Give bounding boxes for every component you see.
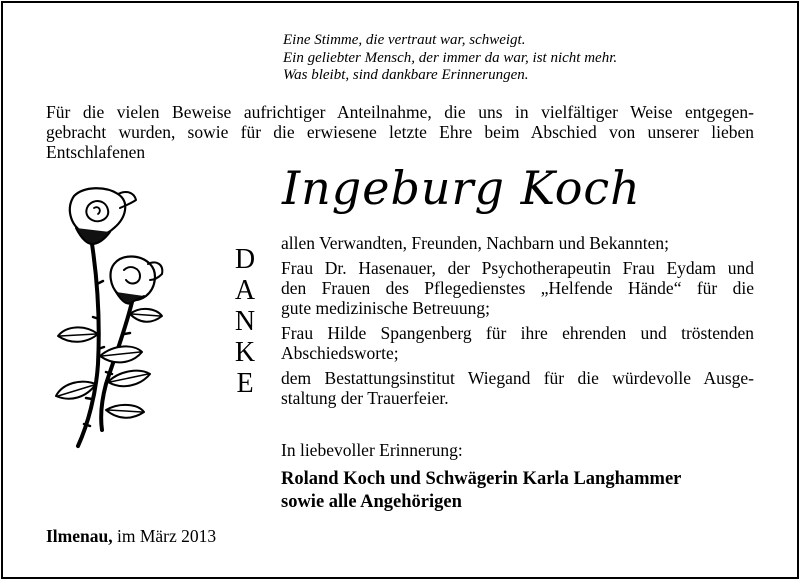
- thanks-line: den Frauen des Pflegedienstes „Helfende Hände“ für die: [281, 278, 754, 298]
- danke-letter: E: [236, 368, 254, 399]
- date: im März 2013: [112, 526, 217, 546]
- place-date: [46, 526, 216, 546]
- thanks-line: Frau Hilde Spangenberg für ihre ehrenden und tröstenden: [281, 323, 754, 343]
- danke-letter: N: [234, 306, 256, 337]
- rose-icon: [44, 184, 194, 460]
- memory-line: In liebevoller Erinnerung:: [281, 440, 463, 460]
- place: Ilmenau,: [46, 526, 113, 546]
- danke-letter: K: [234, 337, 256, 368]
- thanks-line: Abschiedsworte;: [281, 343, 399, 363]
- signers: [281, 468, 681, 514]
- poem-line: Was bleibt, sind dankbare Erinnerungen.: [283, 67, 529, 83]
- intro-paragraph: [46, 102, 754, 162]
- signer-line: Roland Koch und Schwägerin Karla Langhammer: [281, 469, 682, 489]
- intro-line: Für die vielen Beweise aufrichtiger Anteilnahme, die uns in vielfältiger Weise entgegen-: [46, 102, 754, 122]
- intro-line: Entschlafenen: [46, 142, 146, 162]
- thanks-list: [281, 233, 754, 413]
- thanks-line: Frau Dr. Hasenauer, der Psychotherapeutin Frau Eydam und: [281, 258, 754, 278]
- thanks-line: dem Bestattungsinstitut Wiegand für die würdevolle Ausge-: [281, 368, 754, 388]
- danke-vertical: [226, 244, 264, 399]
- thanks-item: [281, 258, 754, 318]
- signer-line: sowie alle Angehörigen: [281, 492, 462, 512]
- deceased-name: Ingeburg Koch: [282, 161, 641, 215]
- thanks-line: gute medizinische Betreuung;: [281, 298, 490, 318]
- danke-letter: D: [234, 244, 256, 275]
- thanks-item: [281, 233, 754, 253]
- danke-letter: A: [234, 275, 256, 306]
- intro-line: gebracht wurden, sowie für die erwiesene letzte Ehre beim Abschied von unserer lieben: [46, 122, 754, 142]
- poem-line: Eine Stimme, die vertraut war, schweigt.: [283, 32, 526, 48]
- poem-line: Ein geliebter Mensch, der immer da war, ist nicht mehr.: [283, 49, 618, 66]
- thanks-item: [281, 368, 754, 408]
- thanks-line: allen Verwandten, Freunden, Nachbarn und Bekannten;: [281, 233, 669, 253]
- thanks-line: staltung der Trauerfeier.: [281, 388, 449, 408]
- poem: [283, 32, 703, 85]
- thanks-item: [281, 323, 754, 363]
